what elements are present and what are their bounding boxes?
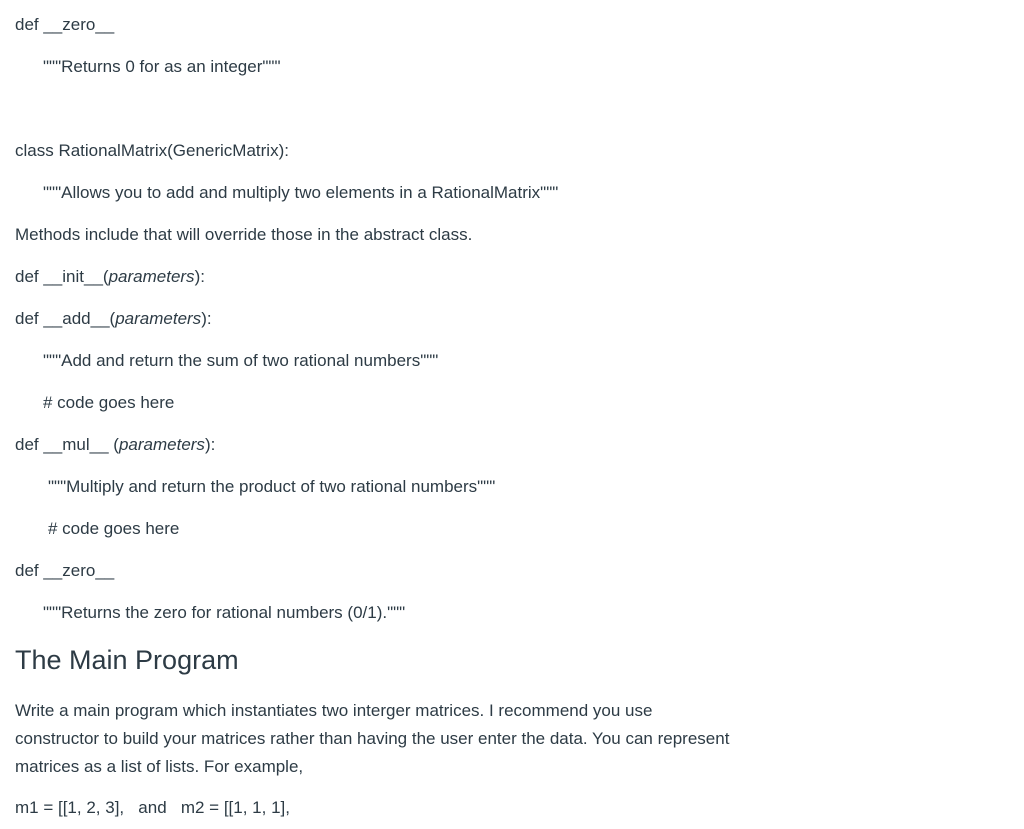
add-code-comment: # code goes here [43, 393, 175, 412]
methods-note: Methods include that will override those in the abstract class. [15, 225, 473, 244]
mul-code-comment: # code goes here [48, 519, 180, 538]
zero-docstring: """Returns 0 for as an integer""" [43, 57, 281, 76]
class-definition: class RationalMatrix(GenericMatrix): [15, 141, 289, 160]
init-parameters: parameters [108, 267, 195, 286]
mul-prefix: def __mul__ ( [15, 435, 119, 454]
mul-parameters: parameters [118, 435, 205, 454]
add-docstring: """Add and return the sum of two rational numbers""" [43, 351, 439, 370]
mul-suffix: ): [204, 435, 216, 454]
main-program-paragraph: Write a main program which instantiates two interger matrices. I recommend you use constructor to build your matrices rather than having the user enter the data. You can represent matrices as a list of lists. For example, [15, 701, 730, 776]
class-docstring: """Allows you to add and multiply two elements in a RationalMatrix""" [43, 183, 559, 202]
add-method-line [15, 308, 212, 330]
add-parameters: parameters [115, 309, 202, 328]
main-program-heading: The Main Program [15, 645, 239, 675]
zero-method-line: def __zero__ [15, 561, 115, 580]
init-method-line [15, 266, 205, 288]
rational-zero-docstring: """Returns the zero for rational numbers (0/1).""" [43, 603, 406, 622]
add-prefix: def __add__( [15, 309, 116, 328]
def-zero-line: def __zero__ [15, 15, 115, 34]
add-suffix: ): [201, 309, 212, 328]
matrix-example-line: m1 = [[1, 2, 3], and m2 = [[1, 1, 1], [15, 798, 290, 817]
mul-docstring: """Multiply and return the product of two rational numbers""" [48, 477, 496, 496]
mul-method-line [15, 434, 215, 456]
init-suffix: ): [194, 267, 205, 286]
init-prefix: def __init__( [15, 267, 109, 286]
